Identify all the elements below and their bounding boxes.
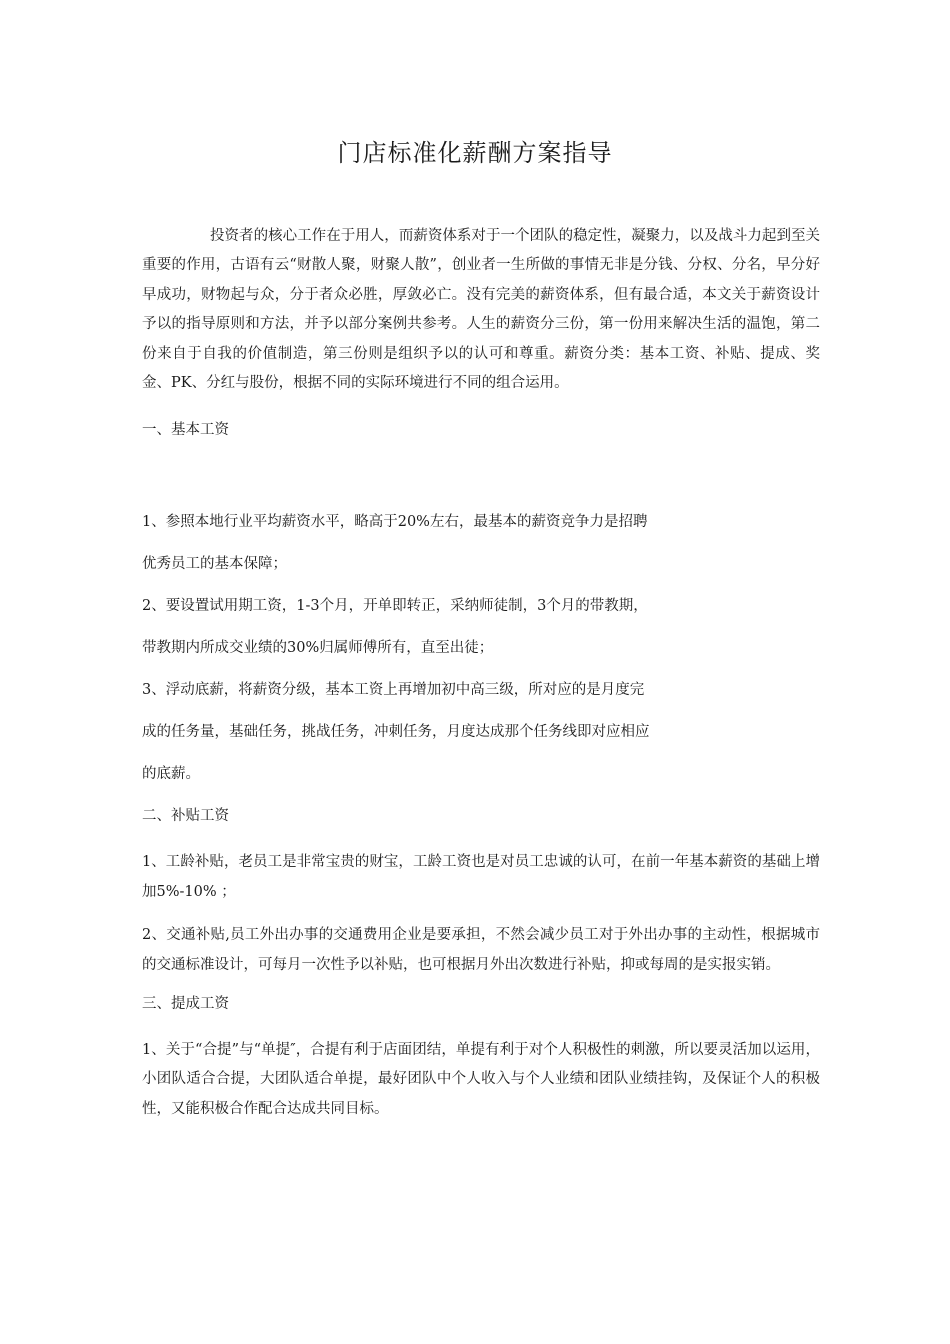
section1-line: 成的任务量，基础任务，挑战任务，冲刺任务，月度达成那个任务线即对应相应 — [142, 724, 650, 741]
allowance-item-seniority: 1、工龄补贴，老员工是非常宝贵的财宝，工龄工资也是对员工忠诚的认可，在前一年基本薪资的基础上增加5%-10% ； — [142, 854, 820, 900]
section1-line: 3、浮动底薪，将薪资分级，基本工资上再增加初中高三级，所对应的是月度完 — [142, 682, 645, 699]
section-heading-commission: 三、提成工资 — [142, 996, 229, 1013]
section-heading-basic-salary: 一、基本工资 — [142, 422, 229, 439]
document-body — [142, 222, 820, 1124]
section1-line: 1、参照本地行业平均薪资水平，略高于20%左右，最基本的薪资竞争力是招聘 — [142, 514, 648, 531]
intro-paragraph: 投资者的核心工作在于用人，而薪资体系对于一个团队的稳定性，凝聚力，以及战斗力起到至关重要的作用，古语有云“财散人聚，财聚人散”，创业者一生所做的事情无非是分钱、分权、分名，早分好早成功，财物起与众，分于者众必胜，厚敛必亡。没有完美的薪资体系，但有最合适，本文关于薪资设计予以的指导原则和方法，并予以部分案例共参考。人生的薪资分三份，第一份用来解决生活的温饱，第二份来自于自我的价值制造，第三份则是组织予以的认可和尊重。薪资分类：基本工资、补贴、提成、奖金、PK、分红与股份，根据不同的实际环境进行不同的组合运用。 — [142, 228, 820, 392]
section1-line: 的底薪。 — [142, 766, 200, 783]
document-title: 门店标准化薪酬方案指导 — [337, 139, 613, 168]
section1-line: 2、要设置试用期工资，1-3个月，开单即转正，采纳师徒制，3个月的带教期， — [142, 598, 648, 615]
section1-line: 带教期内所成交业绩的30%归属师傅所有，直至出徒； — [142, 640, 494, 657]
section-heading-allowance: 二、补贴工资 — [142, 808, 229, 825]
section1-line: 优秀员工的基本保障； — [142, 556, 287, 573]
commission-item-1: 1、关于“合提”与“单提″，合提有利于店面团结，单提有利于对个人积极性的刺激，所以要灵活加以运用，小团队适合合提，大团队适合单提，最好团队中个人收入与个人业绩和团队业绩挂钩，及保证个人的积极性，又能积极合作配合达成共同目标。 — [142, 1042, 820, 1117]
allowance-item-transport: 2、交通补贴,员工外出办事的交通费用企业是要承担，不然会减少员工对于外出办事的主动性，根据城市的交通标准设计，可每月一次性予以补贴，也可根据月外出次数进行补贴，抑或每周的是实报实销。 — [142, 927, 820, 973]
